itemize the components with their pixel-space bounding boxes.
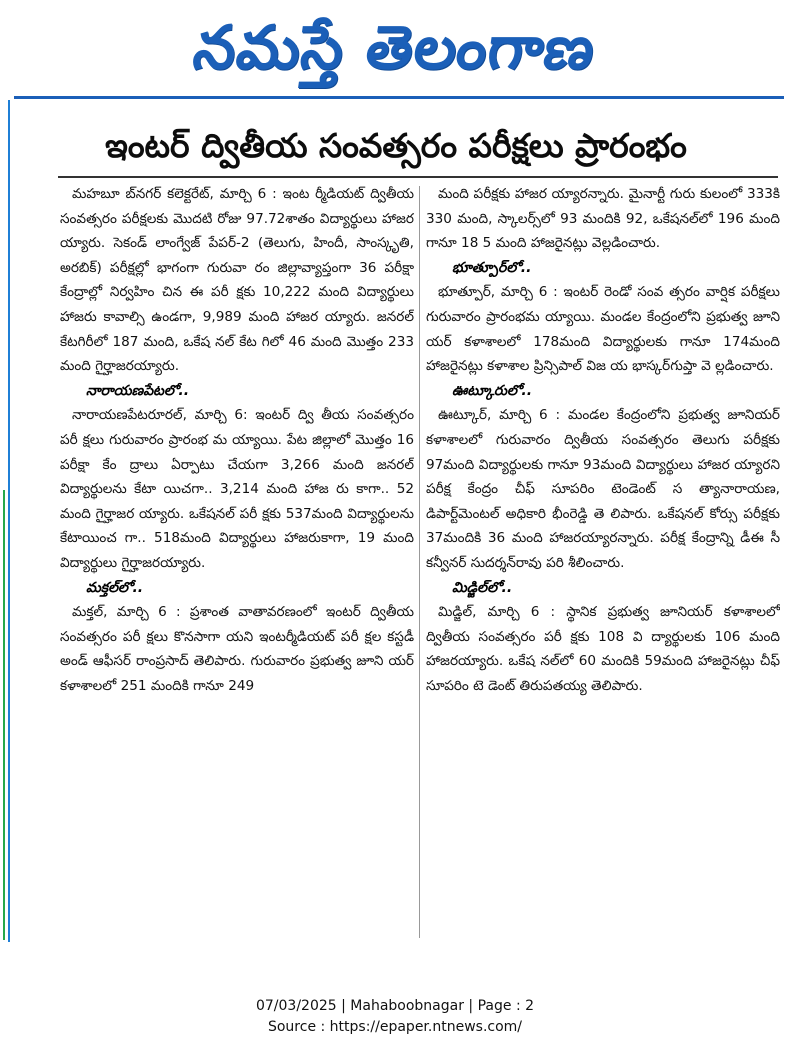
source-line (0, 1017, 790, 1038)
article-paragraph: నారాయణపేటరూరల్, మార్చి 6: ఇంటర్ ద్వి తీయ సంవత్సరం పరీ క్షలు గురువారం ప్రారంభ మ య్యాయి. పేట జిల్లాలో మొత్తం 16 పరీక్షా కేం ద్రాలు ఏర్పాటు చేయగా 3,266 మంది జనరల్ విద్యార్థులను కేటా యిచగా.. 3,214 మంది హాజ రు కాగా.. 52 మంది గైర్హాజర య్యారు. ఒకేషనల్ పరీ క్షకు 537మంది విద్యార్థులను కేటాయించ గా.. 518మంది విద్యార్థులు హాజరుకాగా, 19 మంది విద్యార్థులు గైర్హాజరయ్యారు. (60, 407, 414, 571)
article-headline: ఇంటర్ ద్వితీయ సంవత్సరం పరీక్షలు ప్రారంభం (105, 126, 687, 165)
section-subheading: భూత్పూర్‌లో.. (452, 259, 532, 276)
section-subheading: నారాయణపేటలో.. (86, 382, 190, 399)
article-column-right (426, 182, 780, 942)
article-paragraph: ఊట్కూర్, మార్చి 6 : మండల కేంద్రంలోని ప్రభుత్వ జూనియర్ కళాశాలలో గురువారం ద్వితీయ సంవత్సరం తెలుగు పరీక్షకు 97మంది విద్యార్థులకు గానూ 93మంది విద్యార్థులు హాజర య్యారని పరీక్ష కేంద్రం చీఫ్ సూపరిం టెండెంట్ స త్యానారాయణ, డిపార్ట్‌మెంటల్ అధికారి భీంరెడ్డి తె లిపారు. ఒకేషనల్ కోర్సు పరీక్షకు 37మందికి 36 మంది హాజరయ్యారన్నారు. పరీక్ష కేంద్రాన్ని డీఈ సీ కన్వీనర్ సుదర్శన్‌రావు పరి శీలించారు. (426, 407, 780, 571)
adjacent-article-green-rule (3, 490, 5, 940)
newspaper-logo: నమస్తే తెలంగాణ (189, 12, 601, 83)
section-subheading: మక్తల్‌లో.. (86, 579, 144, 596)
masthead (0, 0, 790, 95)
article-body (60, 182, 780, 942)
section-subheading: ఊట్కూరులో.. (452, 382, 533, 399)
column-divider (419, 186, 420, 938)
article-column-left (60, 182, 414, 942)
article-paragraph: మహబూ బ్‌నగర్ కలెక్టరేట్, మార్చి 6 : ఇంట ర్మీడియట్ ద్వితీయ సంవత్సరం పరీక్షలకు మొదటి రోజు 97.72శాతం విద్యార్థులు హాజర య్యారు. సెకండ్ లాంగ్వేజ్ పేపర్-2 (తెలుగు, హిందీ, సాంస్కృతి, అరబిక్) పరీక్షల్లో భాగంగా గురువా రం జిల్లావ్యాప్తంగా 36 పరీక్షా కేంద్రాల్లో నిర్వహిం చిన ఈ పరీ క్షకు 10,222 మంది విద్యార్థులు హాజరు కావాల్సి ఉండగా, 9,989 మంది హాజర య్యారు. జనరల్ కేటగిరీలో 187 మంది, ఒకేష నల్ కేట గిలో 46 మంది మొత్తం 233 మంది గైర్హాజరయ్యారు. (60, 186, 414, 375)
edition-info: 07/03/2025 | Mahaboobnagar | Page : 2 (255, 998, 535, 1014)
masthead-divider (14, 96, 784, 99)
article-paragraph: మంది పరీక్షకు హాజర య్యారన్నారు. మైనార్టీ గురు కులంలో 333కి 330 మంది, స్కాలర్స్‌లో 93 మందికి 92, ఒకేషనల్‌లో 196 మంది గానూ 18 5 మంది హాజరైనట్లు వెల్లడించారు. (426, 186, 780, 252)
source-label: Source : (267, 1019, 330, 1035)
headline-divider (58, 176, 778, 178)
section-subheading: మిడ్జిల్‌లో.. (452, 579, 513, 596)
article-paragraph: మిడ్జిల్, మార్చి 6 : స్థానిక ప్రభుత్వ జూనియర్ కళాశాలలో ద్వితీయ సంవత్సరం పరీ క్షకు 108 వి ద్యార్థులకు 106 మంది హాజరయ్యారు. ఒకేష నల్‌లో 60 మందికి 59మంది హాజరైనట్లు చీఫ్ సూపరిం టె డెంట్ తిరుపతయ్య తెలిపారు. (426, 604, 780, 694)
article-paragraph: భూత్పూర్, మార్చి 6 : ఇంటర్ రెండో సంవ త్సరం వార్షిక పరీక్షలు గురువారం ప్రారంభమ య్యాయి. మండల కేంద్రంలోని ప్రభుత్వ జూని యర్ కళాశాలలో 178మంది విద్యార్థులకు గానూ 174మంది హాజరైనట్లు కళాశాల ప్రిన్సిపాల్ విజ య భాస్కర్‌గుప్తా వె ల్లడించారు. (426, 284, 780, 375)
page-footer (0, 996, 790, 1038)
adjacent-article-border (0, 100, 10, 942)
article-paragraph: మక్తల్, మార్చి 6 : ప్రశాంత వాతావరణంలో ఇంటర్ ద్వితీయ సంవత్సరం పరీ క్షలు కొనసాగా యని ఇంటర్మీడియట్ పరీ క్షల కస్టడీ అండ్ ఆఫీసర్ రాంప్రసాద్ తెలిపారు. గురువారం ప్రభుత్వ జూని యర్ కళాశాలలో 251 మందికి గానూ 249 (60, 604, 414, 694)
source-link[interactable]: https://epaper.ntnews.com/ (329, 1019, 523, 1035)
